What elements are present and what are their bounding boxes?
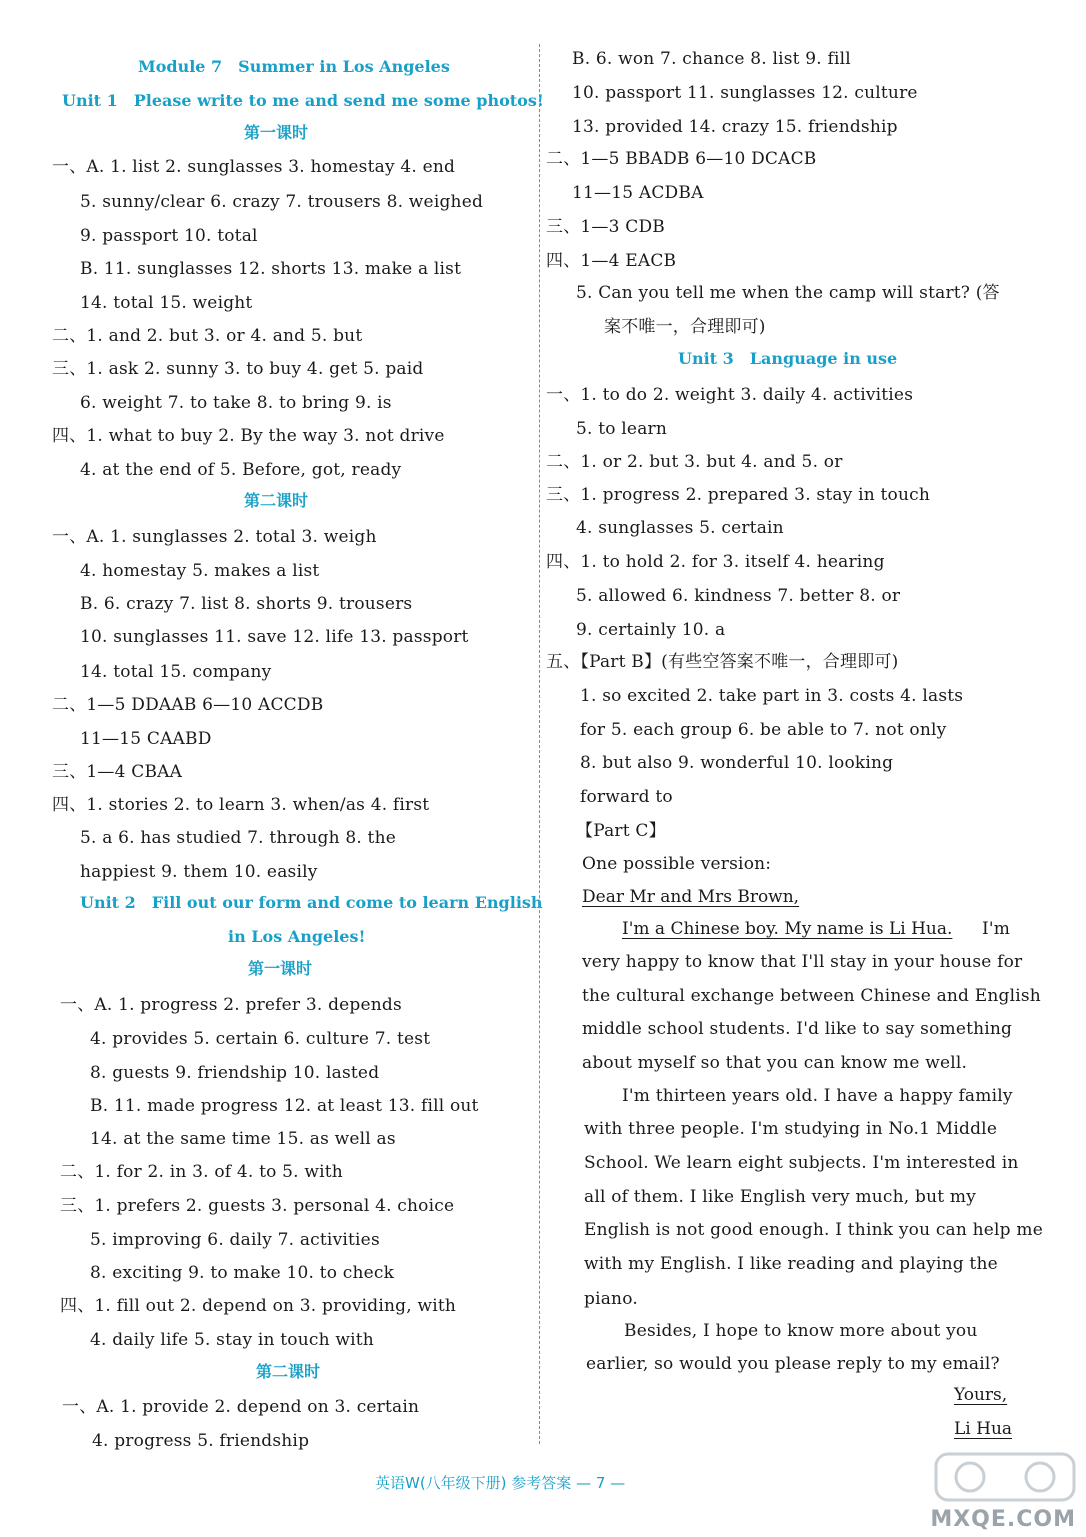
- left-line: 4. homestay 5. makes a list: [80, 561, 320, 581]
- left-line: 11—15 CAABD: [80, 729, 212, 749]
- left-line: 第二课时: [256, 1362, 321, 1381]
- right-line: earlier, so would you please reply to my email?: [586, 1354, 1000, 1374]
- left-line: Unit 1 Please write to me and send me some photos!: [62, 91, 544, 110]
- right-line: English is not good enough. I think you can help me: [584, 1220, 1043, 1240]
- left-line: 第一课时: [248, 959, 313, 978]
- right-line: 二、1—5 BBADB 6—10 DCACB: [546, 149, 817, 169]
- right-line: piano.: [584, 1289, 638, 1309]
- left-line: B. 11. sunglasses 12. shorts 13. make a list: [80, 259, 462, 279]
- left-line: in Los Angeles!: [228, 927, 366, 946]
- right-line: forward to: [580, 787, 673, 807]
- right-line: 8. but also 9. wonderful 10. looking: [580, 753, 894, 773]
- left-line: 二、1. and 2. but 3. or 4. and 5. but: [52, 326, 363, 346]
- right-line: 案不唯一，合理即可): [604, 317, 766, 337]
- right-line: very happy to know that I'll stay in your house for: [582, 952, 1023, 972]
- left-line: 8. exciting 9. to make 10. to check: [90, 1263, 395, 1283]
- left-line: 三、1. ask 2. sunny 3. to buy 4. get 5. paid: [52, 359, 424, 379]
- left-line: 4. progress 5. friendship: [92, 1431, 310, 1451]
- right-line: 4. sunglasses 5. certain: [576, 518, 784, 538]
- left-line: Unit 2 Fill out our form and come to learn English: [80, 893, 543, 912]
- left-line: 8. guests 9. friendship 10. lasted: [90, 1063, 380, 1083]
- right-line: 三、1—3 CDB: [546, 217, 665, 237]
- left-line: 6. weight 7. to take 8. to bring 9. is: [80, 393, 392, 413]
- right-line: B. 6. won 7. chance 8. list 9. fill: [572, 49, 851, 69]
- right-line: 9. certainly 10. a: [576, 620, 726, 640]
- left-line: 四、1. what to buy 2. By the way 3. not drive: [52, 426, 445, 446]
- right-line: 5. Can you tell me when the camp will start? (答: [576, 283, 1000, 303]
- right-line: 四、1—4 EACB: [546, 251, 677, 271]
- left-line: 一、A. 1. provide 2. depend on 3. certain: [62, 1397, 420, 1417]
- right-line: Li Hua: [954, 1419, 1013, 1439]
- right-line: 一、1. to do 2. weight 3. daily 4. activities: [546, 385, 914, 405]
- left-line: 14. total 15. company: [80, 662, 272, 682]
- left-line: 一、A. 1. progress 2. prefer 3. depends: [60, 995, 402, 1015]
- right-line: Dear Mr and Mrs Brown,: [582, 887, 800, 907]
- right-line: 五、【Part B】(有些空答案不唯一，合理即可): [546, 652, 899, 672]
- right-line: about myself so that you can know me well.: [582, 1053, 968, 1073]
- right-line: the cultural exchange between Chinese and English: [582, 986, 1041, 1006]
- left-line: 四、1. fill out 2. depend on 3. providing, with: [60, 1296, 457, 1316]
- right-line: all of them. I like English very much, but my: [584, 1187, 976, 1207]
- left-line: 二、1. for 2. in 3. of 4. to 5. with: [60, 1162, 343, 1182]
- right-line: One possible version:: [582, 854, 772, 874]
- left-line: 一、A. 1. list 2. sunglasses 3. homestay 4. end: [52, 157, 456, 177]
- left-line: Module 7 Summer in Los Angeles: [138, 57, 450, 76]
- right-line: Unit 3 Language in use: [678, 349, 898, 368]
- left-line: 第二课时: [244, 491, 309, 510]
- right-line: 四、1. to hold 2. for 3. itself 4. hearing: [546, 552, 885, 572]
- left-line: 4. at the end of 5. Before, got, ready: [80, 460, 402, 480]
- left-line: 9. passport 10. total: [80, 226, 258, 246]
- left-line: 4. provides 5. certain 6. culture 7. test: [90, 1029, 431, 1049]
- right-line: Yours,: [954, 1385, 1008, 1405]
- right-line: School. We learn eight subjects. I'm interested in: [584, 1153, 1019, 1173]
- page-footer: 英语W(八年级下册) 参考答案 — 7 —: [375, 1474, 626, 1492]
- right-line: 13. provided 14. crazy 15. friendship: [572, 117, 898, 137]
- left-line: 二、1—5 DDAAB 6—10 ACCDB: [52, 695, 324, 715]
- right-line: 5. to learn: [576, 419, 668, 439]
- right-line: I'm a Chinese boy. My name is Li Hua.: [622, 919, 953, 939]
- right-line: 11—15 ACDBA: [572, 183, 704, 203]
- left-line: happiest 9. them 10. easily: [80, 862, 318, 882]
- left-line: 四、1. stories 2. to learn 3. when/as 4. first: [52, 795, 430, 815]
- right-line: 10. passport 11. sunglasses 12. culture: [572, 83, 918, 103]
- watermark-text: MXQE.COM: [930, 1507, 1076, 1532]
- left-line: 三、1. prefers 2. guests 3. personal 4. choice: [60, 1196, 455, 1216]
- left-line: 5. sunny/clear 6. crazy 7. trousers 8. weighed: [80, 192, 484, 212]
- right-line: 三、1. progress 2. prepared 3. stay in touch: [546, 485, 930, 505]
- left-line: B. 6. crazy 7. list 8. shorts 9. trousers: [80, 594, 413, 614]
- left-line: 5. improving 6. daily 7. activities: [90, 1230, 380, 1250]
- right-line: middle school students. I'd like to say something: [582, 1019, 1013, 1039]
- right-line: 1. so excited 2. take part in 3. costs 4. lasts: [580, 686, 964, 706]
- right-line: I'm: [982, 919, 1011, 939]
- left-line: B. 11. made progress 12. at least 13. fill out: [90, 1096, 479, 1116]
- left-line: 4. daily life 5. stay in touch with: [90, 1330, 374, 1350]
- left-line: 第一课时: [244, 123, 309, 142]
- right-line: I'm thirteen years old. I have a happy family: [622, 1086, 1013, 1106]
- right-line: 5. allowed 6. kindness 7. better 8. or: [576, 586, 901, 606]
- column-divider: [539, 44, 540, 1444]
- left-line: 14. at the same time 15. as well as: [90, 1129, 396, 1149]
- left-line: 一、A. 1. sunglasses 2. total 3. weigh: [52, 527, 377, 547]
- left-line: 10. sunglasses 11. save 12. life 13. passport: [80, 627, 469, 647]
- right-line: 【Part C】: [576, 821, 666, 841]
- right-line: with my English. I like reading and playing the: [584, 1254, 998, 1274]
- right-line: with three people. I'm studying in No.1 Middle: [584, 1119, 998, 1139]
- left-line: 三、1—4 CBAA: [52, 762, 183, 782]
- left-line: 14. total 15. weight: [80, 293, 253, 313]
- right-line: 二、1. or 2. but 3. but 4. and 5. or: [546, 452, 843, 472]
- right-line: for 5. each group 6. be able to 7. not only: [580, 720, 947, 740]
- left-line: 5. a 6. has studied 7. through 8. the: [80, 828, 396, 848]
- right-line: Besides, I hope to know more about you: [624, 1321, 978, 1341]
